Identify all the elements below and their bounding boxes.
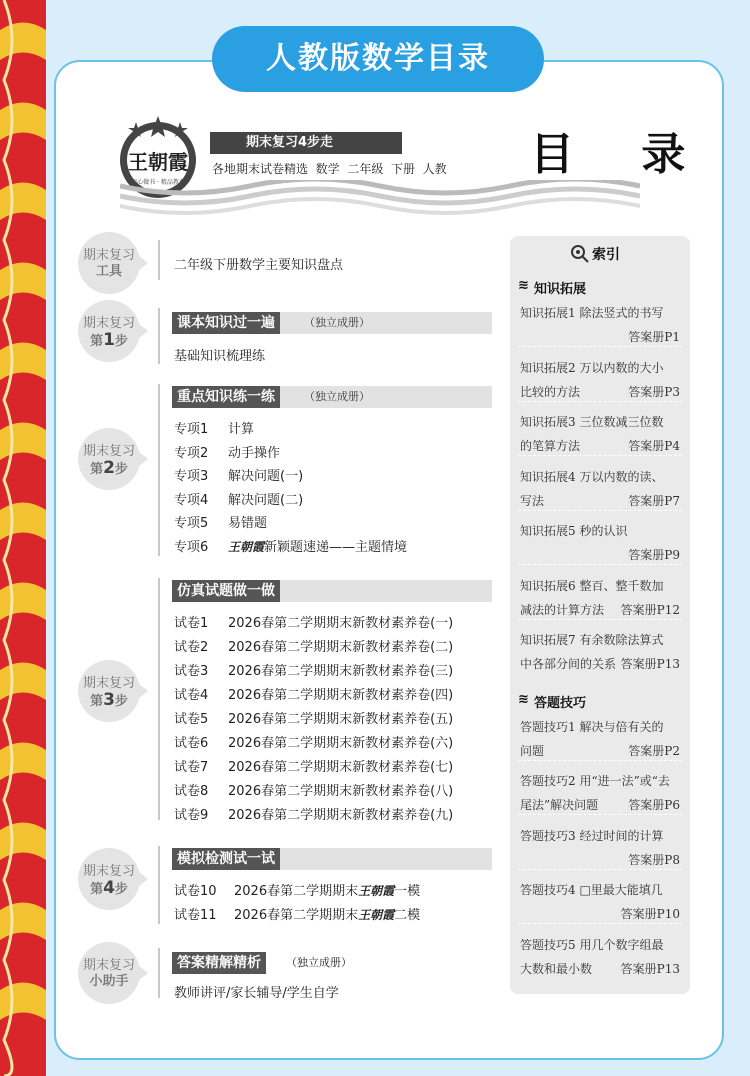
brand-mark: 王朝霞 xyxy=(358,908,395,922)
section-note: （独立成册） xyxy=(304,316,370,329)
badge-arrow xyxy=(138,871,148,887)
badge-step1: 期末复习 第1步 xyxy=(78,300,140,362)
section-head-helper xyxy=(172,952,280,974)
divider xyxy=(518,564,682,565)
list-item: 试卷3 2026春第二学期期末新教材素养卷(三) xyxy=(174,664,454,679)
wave-icon: ≋ xyxy=(518,278,529,293)
divider xyxy=(518,455,682,456)
index-answer-page: 答案册P12 xyxy=(620,602,680,617)
section-divider xyxy=(158,846,160,924)
divider xyxy=(518,814,682,815)
list-item: 试卷4 2026春第二学期期末新教材素养卷(四) xyxy=(174,688,454,703)
index-entry: 答题技巧2 用“进一法”或“去 xyxy=(520,774,670,788)
divider xyxy=(518,869,682,870)
section-divider xyxy=(158,240,160,280)
index-entry-cont: 尾法”解决问题 xyxy=(520,798,599,812)
section-divider xyxy=(158,384,160,556)
badge-arrow xyxy=(138,965,148,981)
divider xyxy=(518,510,682,511)
page-banner: 人教版数学目录 xyxy=(212,26,544,92)
badge-step3: 期末复习 第3步 xyxy=(78,660,140,722)
section-divider xyxy=(158,578,160,820)
section-title: 重点知识练一练 xyxy=(172,386,280,408)
list-item: 专项3 解决问题(一) xyxy=(174,469,304,484)
section-divider xyxy=(158,948,160,998)
section-head-step4 xyxy=(172,848,492,870)
divider xyxy=(518,923,682,924)
index-answer-page: 答案册P7 xyxy=(628,493,680,508)
page-title: 目 录 xyxy=(530,129,712,180)
section-title: 课本知识过一遍 xyxy=(172,312,280,334)
index-panel xyxy=(510,236,690,994)
index-answer-page: 答案册P3 xyxy=(628,384,680,399)
list-item: 专项5 易错题 xyxy=(174,516,268,531)
list-item: 试卷11 2026春第二学期期末王朝霞二模 xyxy=(174,908,421,923)
steps-label: 期末复习4步走 xyxy=(210,132,402,154)
logo-sub: 用心做书 · 精品教育 xyxy=(131,179,185,186)
section-head-step2 xyxy=(172,386,492,408)
index-answer-page: 答案册P4 xyxy=(628,439,680,453)
index-entry: 知识拓展4 万以内数的读、 xyxy=(520,469,664,484)
index-entry: 答题技巧3 经过时间的计算 xyxy=(520,828,664,843)
badge-arrow xyxy=(138,323,148,339)
index-answer-page: 答案册P9 xyxy=(628,548,680,562)
list-item: 专项6 王朝霞新颖题速递——主题情境 xyxy=(174,539,408,555)
divider xyxy=(518,619,682,620)
brand-mark: 王朝霞 xyxy=(358,884,395,898)
index-entry-cont: 的笔算方法 xyxy=(520,439,581,453)
index-entry: 知识拓展2 万以内数的大小 xyxy=(520,360,664,375)
section-title: 仿真试题做一做 xyxy=(172,580,280,602)
index-entry-cont: 减法的计算方法 xyxy=(520,602,605,617)
subline: 各地期末试卷精选 数学 二年级 下册 人教 xyxy=(212,162,447,176)
index-entry: 答题技巧1 解决与倍有关的 xyxy=(520,719,664,734)
index-entry: 知识拓展5 秒的认识 xyxy=(520,524,628,538)
badge-arrow xyxy=(138,451,148,467)
list-item: 专项2 动手操作 xyxy=(174,445,281,461)
index-entry: 知识拓展6 整百、整千数加 xyxy=(520,578,664,593)
index-entry: 答题技巧4 □里最大能填几 xyxy=(520,883,663,897)
index-group-title: 知识拓展 xyxy=(534,282,587,297)
index-group-title: 答题技巧 xyxy=(534,695,587,711)
step1-line: 基础知识梳理练 xyxy=(174,349,266,364)
list-item: 试卷7 2026春第二学期期末新教材素养卷(七) xyxy=(174,760,454,775)
index-entry-cont: 比较的方法 xyxy=(520,384,581,399)
section-head-step3 xyxy=(172,580,492,602)
index-answer-page: 答案册P6 xyxy=(628,798,680,812)
index-answer-page: 答案册P8 xyxy=(628,852,680,867)
wave-icon: ≋ xyxy=(518,691,529,707)
badge-arrow xyxy=(138,255,148,271)
index-entry-cont: 写法 xyxy=(520,493,545,508)
index-entry: 知识拓展3 三位数减三位数 xyxy=(520,415,664,429)
section-title: 答案精解精析 xyxy=(172,952,266,974)
decorative-ribbon xyxy=(0,0,46,1076)
index-answer-page: 答案册P13 xyxy=(620,657,680,671)
index-entry-cont: 问题 xyxy=(520,743,545,758)
header-wave-decoration xyxy=(120,180,640,220)
list-item: 试卷1 2026春第二学期期末新教材素养卷(一) xyxy=(174,616,454,631)
badge-tool: 期末复习 工具 xyxy=(78,232,140,294)
index-answer-page: 答案册P1 xyxy=(628,330,680,344)
helper-line: 教师讲评/家长辅导/学生自学 xyxy=(174,986,339,1001)
index-entry-cont: 大数和最小数 xyxy=(520,961,593,976)
section-head-step1 xyxy=(172,312,492,334)
divider xyxy=(518,401,682,402)
tool-line: 二年级下册数学主要知识盘点 xyxy=(174,258,344,273)
section-note: （独立成册） xyxy=(286,956,352,969)
divider xyxy=(518,760,682,761)
badge-arrow xyxy=(138,683,148,699)
badge-step2: 期末复习 第2步 xyxy=(78,428,140,490)
list-item: 专项1 计算 xyxy=(174,422,255,437)
index-entry: 答题技巧5 用几个数字组最 xyxy=(520,937,664,952)
list-item: 试卷6 2026春第二学期期末新教材素养卷(六) xyxy=(174,736,454,751)
index-entry-cont: 中各部分间的关系 xyxy=(520,657,617,671)
index-title: 索引 xyxy=(592,247,620,263)
list-item: 专项4 解决问题(二) xyxy=(174,492,304,508)
section-divider xyxy=(158,308,160,364)
section-title: 模拟检测试一试 xyxy=(172,848,280,870)
logo-text: 王朝霞 xyxy=(128,150,188,174)
index-answer-page: 答案册P10 xyxy=(620,907,680,921)
badge-helper: 期末复习 小助手 xyxy=(78,942,140,1004)
index-answer-page: 答案册P13 xyxy=(620,961,680,976)
list-item: 试卷5 2026春第二学期期末新教材素养卷(五) xyxy=(174,712,454,727)
list-item: 试卷8 2026春第二学期期末新教材素养卷(八) xyxy=(174,784,454,799)
divider xyxy=(518,346,682,347)
index-entry: 知识拓展1 除法竖式的书写 xyxy=(520,306,664,320)
section-note: （独立成册） xyxy=(304,390,370,403)
header xyxy=(62,112,710,216)
brand-mark: 王朝霞 xyxy=(228,539,265,554)
badge-step4: 期末复习 第4步 xyxy=(78,848,140,910)
list-item: 试卷2 2026春第二学期期末新教材素养卷(二) xyxy=(174,640,454,655)
index-answer-page: 答案册P2 xyxy=(628,743,680,758)
index-entry: 知识拓展7 有余数除法算式 xyxy=(520,633,664,647)
list-item: 试卷10 2026春第二学期期末王朝霞一模 xyxy=(174,884,421,899)
list-item: 试卷9 2026春第二学期期末新教材素养卷(九) xyxy=(174,808,454,823)
magnifier-icon xyxy=(570,244,590,264)
